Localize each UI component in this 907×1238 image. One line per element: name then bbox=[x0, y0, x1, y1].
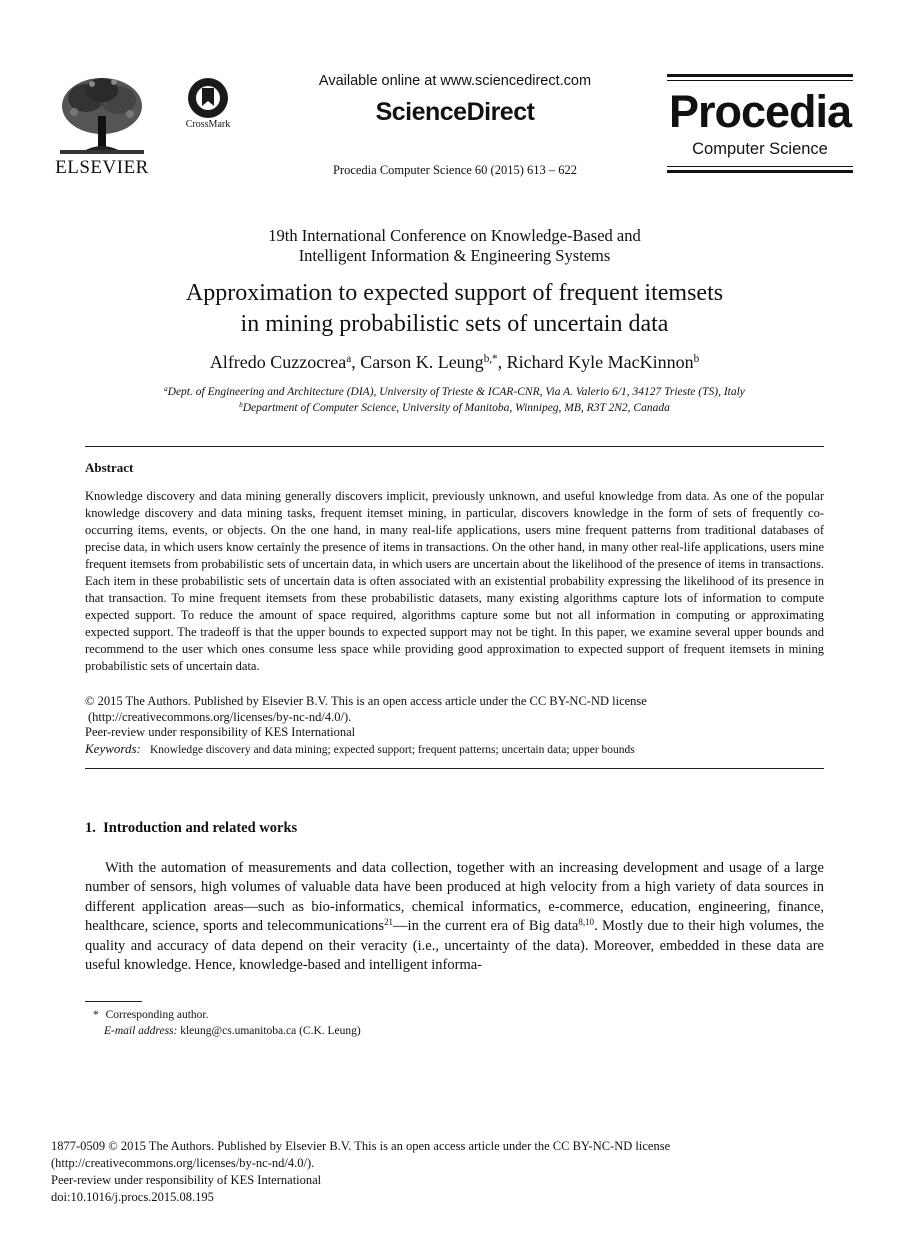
corresponding-author-text: Corresponding author. bbox=[105, 1009, 209, 1021]
abstract-body: Knowledge discovery and data mining generally discovers implicit, previously unknown, and useful knowledge from data. As one of the popular knowledge discovery and data mining tasks, frequent itemset mining, in particular, discovers knowledge in the form of sets of frequently co-occurring items, events, or objects. On the one hand, in many real-life applications, users mine frequent patterns from traditional databases of precise data, in which users know certainly the presence of items in transactions. On the other hand, in many other real-life applications, users mine frequent itemsets from probabilistic sets of uncertain data, in which users are uncertain about the likelihood of the presence of items in transactions. Each item in these probabilistic sets of uncertain data is often associated with an existential probability expressing the likelihood of its presence in that transaction. To mine frequent itemsets from these probabilistic datasets, many existing algorithms capture lots of information to compute expected support. To reduce the amount of space required, algorithms capture some but not all information in computing or approximating expected support. The tradeoff is that the upper bounds to expected support may not be tight. In this paper, we examine several upper bounds and recommend to the user which ones consume less space while providing good approximation to expected support of frequent itemsets in mining probabilistic sets of uncertain data. bbox=[85, 489, 824, 673]
conference-line-1: 19th International Conference on Knowledge-Based and bbox=[268, 226, 641, 245]
email-label: E-mail address: bbox=[104, 1025, 178, 1037]
paragraph-text: . Mostly due to their high volumes, the quality and accuracy of data depend on their veracity (i.e., uncertainty of the data). Moreover, embedded in these data are useful knowledge. Hence, knowledge-based and intelligent informa- bbox=[85, 918, 824, 974]
affiliation-marker: b bbox=[239, 401, 243, 410]
email-address[interactable]: kleung@cs.umanitoba.ca (C.K. Leung) bbox=[180, 1025, 361, 1037]
author-name: Richard Kyle MacKinnon bbox=[506, 352, 694, 372]
copyright-line-1: © 2015 The Authors. Published by Elsevier B.V. This is an open access article under the CC BY-NC-ND license bbox=[85, 694, 647, 708]
procedia-bottom-rule bbox=[667, 170, 853, 173]
available-online: Available online at www.sciencedirect.com bbox=[318, 73, 592, 89]
author-name: Alfredo Cuzzocrea bbox=[209, 352, 347, 372]
footer-license-link[interactable]: (http://creativecommons.org/licenses/by-nc-nd/4.0/). bbox=[51, 1156, 315, 1170]
conference-line-2: Intelligent Information & Engineering Systems bbox=[298, 246, 611, 265]
author-list bbox=[85, 351, 824, 373]
abstract-license bbox=[85, 694, 824, 758]
footer-doi[interactable]: doi:10.1016/j.procs.2015.08.195 bbox=[51, 1190, 214, 1204]
author-affiliation-marker: a bbox=[346, 352, 352, 365]
section-heading: 1. Introduction and related works bbox=[85, 820, 298, 836]
keywords-text: Knowledge discovery and data mining; expected support; frequent patterns; uncertain data; upper bounds bbox=[149, 743, 635, 756]
paper-title-line-2: in mining probabilistic sets of uncertain data bbox=[240, 311, 669, 337]
footnote-marker: * bbox=[93, 1009, 99, 1021]
author-separator: , bbox=[351, 352, 361, 372]
footnote-rule bbox=[85, 1001, 142, 1002]
paper-title bbox=[85, 278, 824, 340]
author-affiliation-marker: b,* bbox=[483, 352, 498, 365]
affiliations bbox=[85, 384, 824, 416]
procedia-top-rule bbox=[667, 74, 853, 77]
elsevier-logo bbox=[52, 72, 152, 182]
keywords-line bbox=[85, 741, 824, 759]
procedia-logo bbox=[667, 74, 853, 174]
author-separator: , bbox=[497, 352, 507, 372]
email-line bbox=[93, 1023, 793, 1039]
footer-peer-review: Peer-review under responsibility of KES International bbox=[51, 1173, 322, 1187]
peer-review-note: Peer-review under responsibility of KES International bbox=[85, 725, 356, 739]
crossmark-logo[interactable] bbox=[178, 76, 238, 136]
abstract-top-rule bbox=[85, 446, 824, 447]
section-paragraph bbox=[85, 859, 824, 975]
sciencedirect-logo: ScienceDirect bbox=[375, 98, 535, 126]
abstract-heading: Abstract bbox=[85, 460, 134, 475]
paragraph-text: —in the current era of Big data bbox=[393, 918, 579, 935]
elsevier-wordmark: ELSEVIER bbox=[55, 157, 149, 178]
paragraph-text: With the automation of measurements and data collection, together with an increasing development and usage of a large number of sensors, high volumes of valuable data have been produced at high velocity from a high variety of data sources in different application areas—such as bio-informatics, chemical informatics, e-commerce, education, engineering, finance, healthcare, science, sports and telecommunications bbox=[85, 860, 824, 935]
procedia-title: Procedia bbox=[668, 86, 852, 137]
elsevier-tree-icon bbox=[52, 72, 152, 160]
citation-marker[interactable]: 8,10 bbox=[578, 917, 595, 928]
affiliation-item bbox=[85, 384, 824, 400]
footnote bbox=[93, 1007, 793, 1039]
paper-title-line-1: Approximation to expected support of frequent itemsets bbox=[185, 280, 724, 306]
conference-name bbox=[85, 226, 824, 266]
affiliation-text: Department of Computer Science, University of Manitoba, Winnipeg, MB, R3T 2N2, Canada bbox=[242, 402, 670, 414]
procedia-subtitle: Computer Science bbox=[692, 140, 828, 158]
corresponding-author-note bbox=[93, 1007, 793, 1023]
keywords-label: Keywords: bbox=[85, 740, 141, 756]
affiliation-text: Dept. of Engineering and Architecture (DIA), University of Trieste & ICAR-CNR, Via A. Valerio 6/1, 34127 Trieste (TS), Italy bbox=[167, 386, 745, 398]
affiliation-marker: a bbox=[164, 385, 168, 394]
abstract-bottom-rule bbox=[85, 768, 824, 769]
affiliation-item bbox=[85, 400, 824, 416]
author-name: Carson K. Leung bbox=[360, 352, 484, 372]
citation-marker[interactable]: 21 bbox=[384, 917, 394, 928]
journal-reference: Procedia Computer Science 60 (2015) 613 – 622 bbox=[332, 163, 578, 177]
footer-issn-line: 1877-0509 © 2015 The Authors. Published by Elsevier B.V. This is an open access article under the CC BY-NC-ND license bbox=[51, 1139, 671, 1153]
procedia-top-rule-thin bbox=[667, 80, 853, 81]
page-footer bbox=[51, 1138, 811, 1206]
license-link[interactable]: (http://creativecommons.org/licenses/by-nc-nd/4.0/). bbox=[88, 709, 352, 724]
crossmark-label: CrossMark bbox=[185, 119, 231, 130]
crossmark-icon bbox=[178, 76, 238, 122]
procedia-bottom-rule-thin bbox=[667, 166, 853, 167]
author-affiliation-marker: b bbox=[693, 352, 700, 365]
